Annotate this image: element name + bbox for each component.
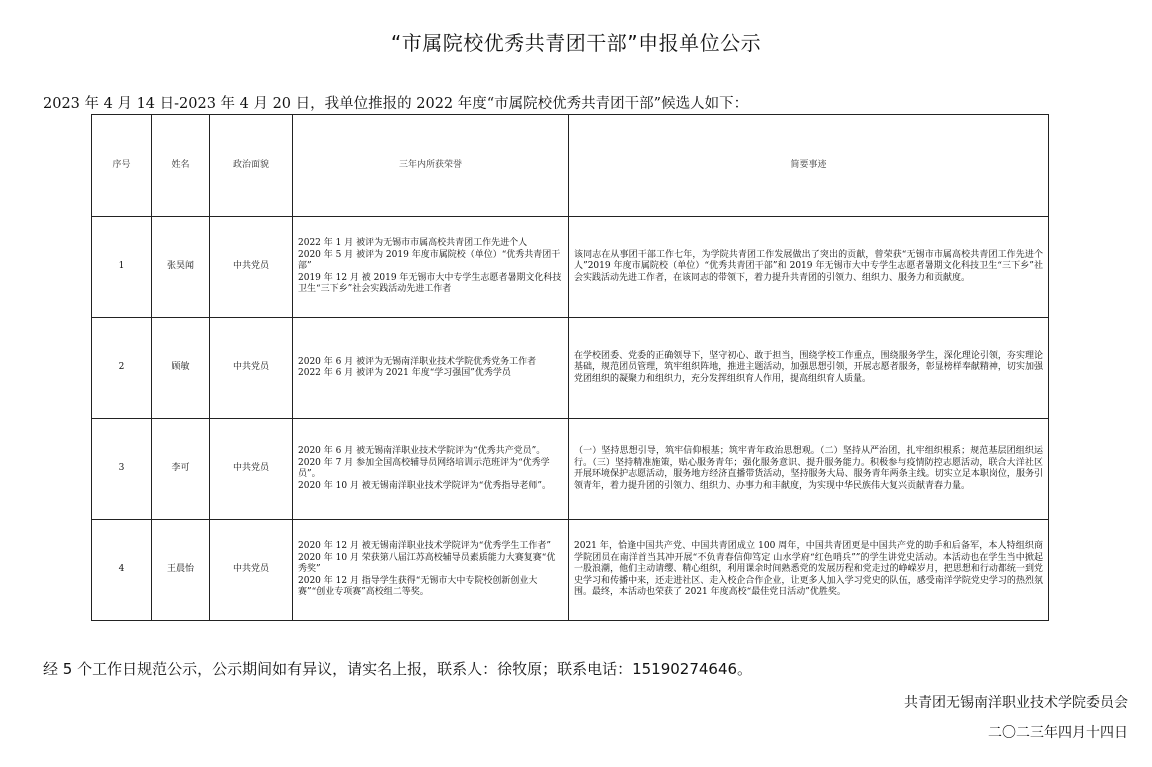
row-summary: （一）坚持思想引导，筑牢信仰根基；筑牢青年政治思想观。（二）坚持从严治团，扎牢组织根系；规范基层团组织运行。（三）坚持精准施策，贴心服务青年；强化服务意识、提升服务能力。积极参与疫情防控志愿活动，联合大洋社区开展环境保护志愿活动，服务地方经济直播带货活动，坚持服务大局、服务青年两条主线。切实立足本职岗位，服务引领青年，着力提升团的引领力、组织力、办事力和丰献度，为实现中华民族伟大复兴贡献青春力量。	[569, 419, 1049, 520]
row-name: 李可	[152, 419, 210, 520]
row-summary: 在学校团委、党委的正确领导下，坚守初心、敢于担当，围绕学校工作重点，围绕服务学生，深化理论引领，夯实理论基础，规范团员管理，筑牢组织阵地，推进主题活动，加强思想引领，开展志愿者服务，彰显榜样奉献精神，切实加强党团组织的凝聚力和组织力，充分发挥组织育人作用，提高组织育人质量。	[569, 318, 1049, 419]
header-name: 姓名	[152, 115, 210, 217]
honor-item: 2022 年 6 月 被评为 2021 年度“学习强国”优秀学员	[298, 368, 511, 378]
row-name: 王晨怡	[152, 520, 210, 621]
row-summary: 该同志在从事团干部工作七年，为学院共青团工作发展做出了突出的贡献，曾荣获“无锡市市属高校共青团工作先进个人”2019 年度市属院校（单位）“优秀共青团干部”和 2019 年无锡市大中专学生志愿者暑期文化科技卫生“三下乡”社会实践活动先进工作者，在该同志的带领下，着力提升共青团的引领力、组织力、服务力和贡献度。	[569, 217, 1049, 318]
row-no: 4	[92, 520, 152, 621]
table-row	[92, 419, 1049, 520]
header-politics: 政治面貌	[210, 115, 293, 217]
row-politics: 中共党员	[210, 217, 293, 318]
row-honors	[293, 217, 569, 318]
row-politics: 中共党员	[210, 318, 293, 419]
honor-item: 2020 年 6 月 被无锡南洋职业技术学院评为“优秀共产党员”。	[298, 446, 546, 456]
row-summary: 2021 年，恰逢中国共产党、中国共青团成立 100 周年，中国共青团更是中国共产党的助手和后备军，本人特组织商学院团员在南洋首当其冲开展“不负青春信仰笃定 山水学府“红色哨兵””的学生讲党史活动。本活动也在学生当中掀起一股浪潮，他们主动请缨、精心组织，利用课余时间熟悉党的发展历程和党走过的峥嵘岁月，把思想和行动都统一到党史学习和传播中来，还走进社区、走入校企合作企业，让更多人加入学习党史的队伍，感受南洋学院党史学习的热烈氛围。最终，本活动也荣获了 2021 年度高校“最佳党日活动”优胜奖。	[569, 520, 1049, 621]
header-no: 序号	[92, 115, 152, 217]
honor-item: 2020 年 6 月 被评为无锡南洋职业技术学院优秀党务工作者	[298, 356, 537, 367]
organization-signature: 共青团无锡南洋职业技术学院委员会	[904, 695, 1128, 711]
honor-item: 2020 年 5 月 被评为 2019 年度市属院校（单位）“优秀共青团干部”	[298, 249, 561, 272]
row-no: 3	[92, 419, 152, 520]
candidates-table	[91, 114, 1049, 621]
row-name: 顾敏	[152, 318, 210, 419]
table-row	[92, 217, 1049, 318]
honor-item: 2020 年 7 月 参加全国高校辅导员网络培训示范班评为“优秀学员”。	[298, 457, 550, 479]
row-honors	[293, 520, 569, 621]
honor-item: 2020 年 12 月 被无锡南洋职业技术学院评为“优秀学生工作者”	[298, 541, 552, 552]
honor-item: 2020 年 10 月 被无锡南洋职业技术学院评为“优秀指导老师”。	[298, 480, 552, 491]
issue-date: 二〇二三年四月十四日	[988, 725, 1128, 741]
header-honors: 三年内所获荣誉	[293, 115, 569, 217]
table-row	[92, 520, 1049, 621]
intro-text: 2023 年 4 月 14 日-2023 年 4 月 20 日，我单位推报的 2022 年度“市属院校优秀共青团干部”候选人如下：	[43, 96, 749, 112]
table-header-row	[92, 115, 1049, 217]
footer-note: 经 5 个工作日规范公示，公示期间如有异议，请实名上报，联系人：徐牧原；联系电话：15190274646。	[43, 660, 753, 678]
page-title: “市属院校优秀共青团干部”申报单位公示	[390, 31, 762, 55]
honor-item: 2022 年 1 月 被评为无锡市市属高校共青团工作先进个人	[298, 238, 528, 249]
honor-item: 2020 年 12 月 指导学生获得“无锡市大中专院校创新创业大赛”“创业专项赛”高校组二等奖。	[298, 575, 538, 598]
row-no: 1	[92, 217, 152, 318]
row-politics: 中共党员	[210, 520, 293, 621]
header-summary: 简要事迹	[569, 115, 1049, 217]
honor-item: 2019 年 12 月 被 2019 年无锡市大中专学生志愿者暑期文化科技卫生“三下乡”社会实践活动先进工作者	[298, 272, 562, 295]
table-row	[92, 318, 1049, 419]
row-politics: 中共党员	[210, 419, 293, 520]
row-honors	[293, 419, 569, 520]
row-honors	[293, 318, 569, 419]
honor-item: 2020 年 10 月 荣获第八届江苏高校辅导员素质能力大赛复赛“优秀奖”	[298, 552, 556, 575]
row-no: 2	[92, 318, 152, 419]
row-name: 张昊闻	[152, 217, 210, 318]
